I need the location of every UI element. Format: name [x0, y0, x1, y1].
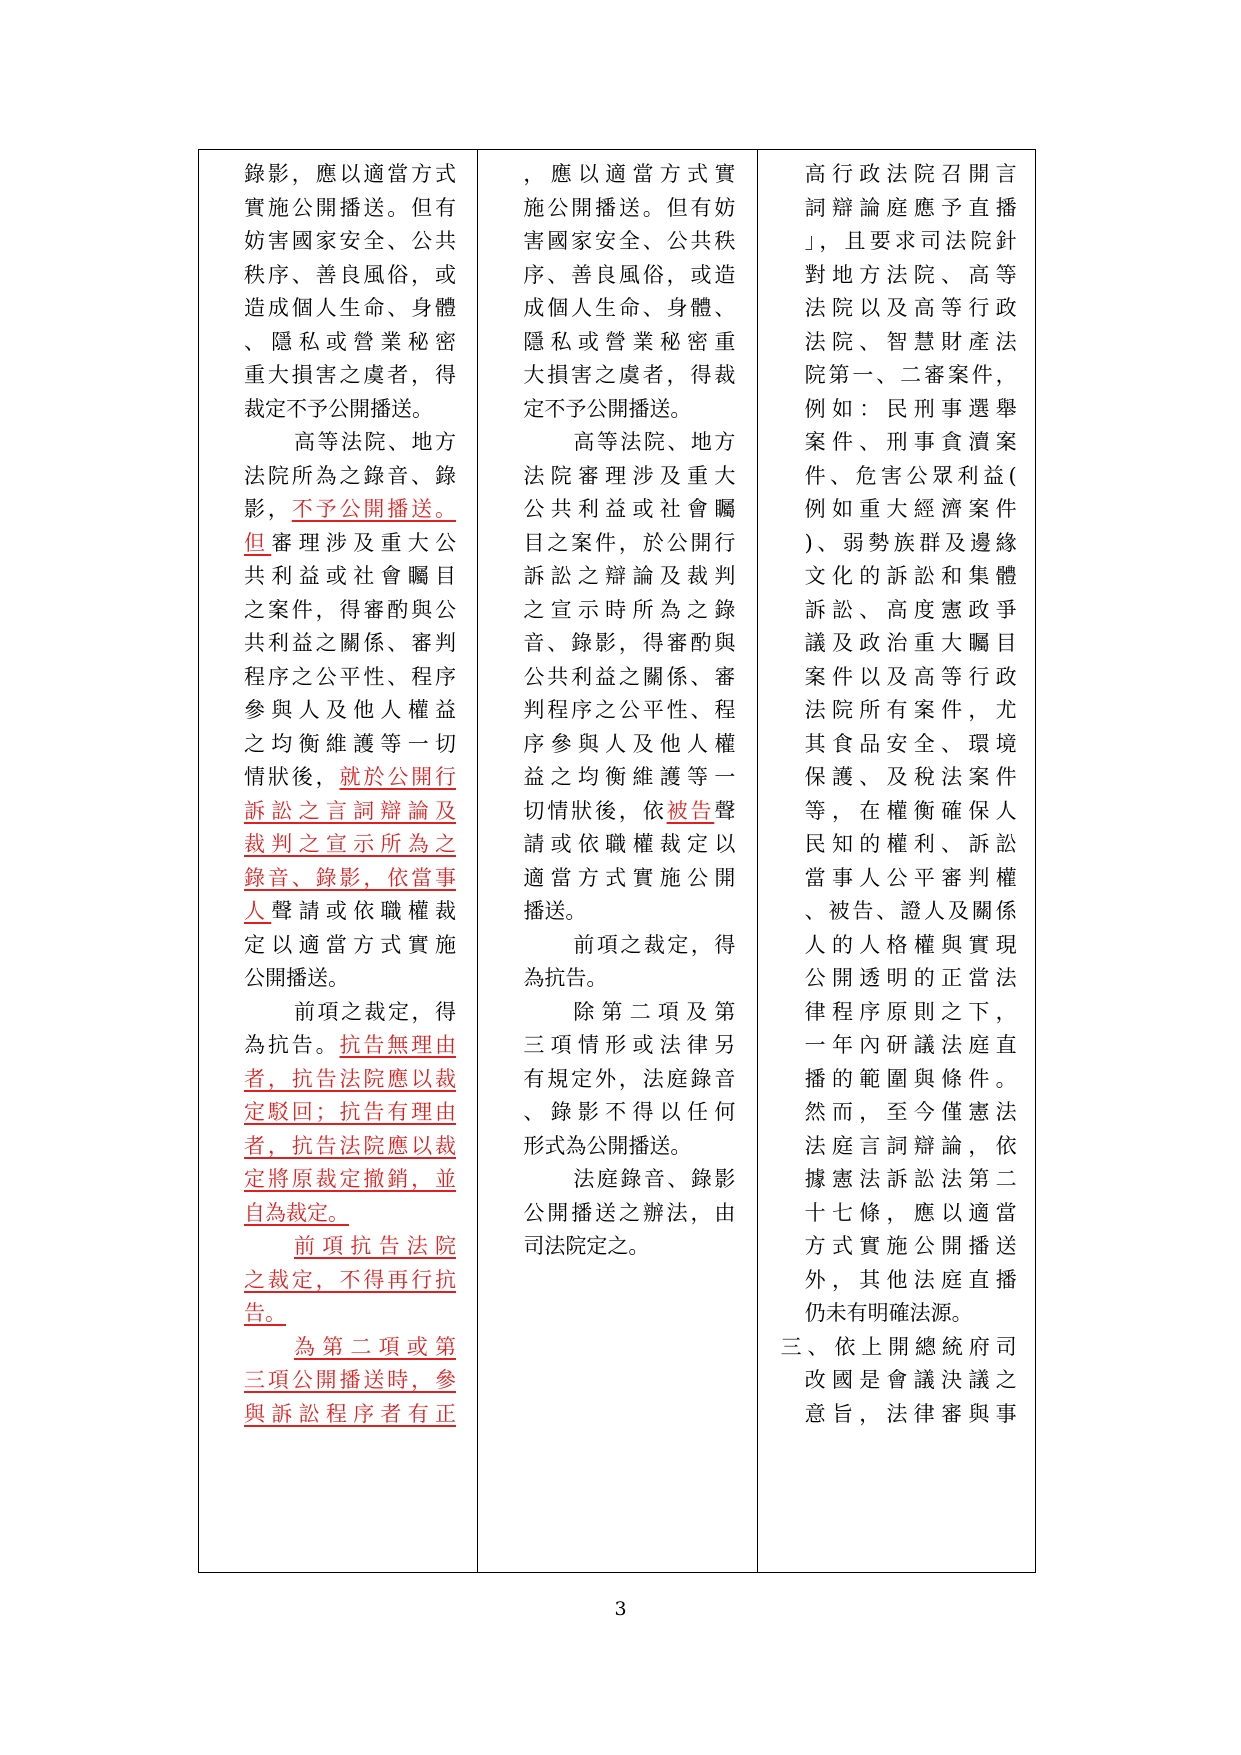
line-text: 例如：民刑事選舉	[804, 396, 1017, 421]
line-text: 錄影，應以適當方式	[244, 162, 456, 186]
line-text: 當事人公平審判權	[804, 865, 1017, 890]
text-line	[805, 965, 1017, 991]
amendment-text: 但	[244, 530, 272, 555]
line-text: 、被告、證人及關係	[804, 899, 1017, 923]
text-line	[805, 463, 1017, 489]
text-line	[805, 1066, 1017, 1092]
line-text: 定不予公開播送。	[523, 396, 692, 421]
text-line	[523, 161, 735, 187]
amendment-text: 訴訟之言詞辯論及	[244, 798, 456, 823]
line-text: 隱私或營業秘密重	[523, 329, 736, 354]
line-text: 播的範圍與條件。	[804, 1066, 1017, 1091]
text-line	[523, 798, 735, 824]
line-text: 、錄影不得以任何	[523, 1100, 736, 1124]
text-line	[805, 1166, 1017, 1192]
line-text: 有規定外，法庭錄音	[523, 1066, 736, 1091]
text-line	[805, 329, 1017, 355]
line-text: 聲請或依職權裁	[271, 899, 457, 923]
text-line	[523, 429, 735, 455]
text-line	[805, 1367, 1017, 1393]
line-text: 其食品安全、環境	[804, 731, 1017, 756]
line-text: 公開播送。	[244, 966, 349, 990]
line-text: 人的人格權與實現	[804, 932, 1017, 957]
line-text: 切情狀後，依	[523, 798, 667, 823]
line-text: 判程序之公平性、程	[523, 698, 736, 722]
line-text: 案件以及高等行政	[804, 664, 1017, 689]
text-line	[244, 496, 456, 522]
line-text: 前項之裁定，得	[294, 999, 456, 1024]
line-text: 司法院定之。	[523, 1234, 650, 1258]
line-text: 害國家安全、公共秩	[523, 229, 736, 253]
text-line	[244, 329, 456, 355]
text-line	[805, 865, 1017, 891]
text-line	[523, 865, 735, 891]
amendment-text: 不予公開播送。	[291, 497, 456, 521]
line-text: 法院所有案件，尤	[804, 698, 1017, 722]
text-line	[805, 764, 1017, 790]
line-text: 共利益或社會矚目	[244, 564, 456, 588]
text-line	[523, 530, 735, 556]
text-line	[805, 1401, 1017, 1427]
text-line	[244, 396, 456, 422]
text-line	[523, 932, 735, 958]
text-line	[805, 396, 1017, 422]
line-text: 音、錄影，得審酌與	[523, 631, 736, 655]
line-text: 訴訟之辯論及裁判	[523, 564, 736, 588]
page-number: 3	[614, 1598, 627, 1620]
text-line	[244, 1267, 456, 1293]
text-line	[523, 1133, 735, 1159]
text-line	[244, 1066, 456, 1092]
line-text: 訴訟、高度憲政爭	[804, 597, 1017, 622]
text-line	[523, 764, 735, 790]
line-text: 高等法院、地方	[573, 430, 736, 454]
line-text: 序參與人及他人權	[523, 731, 736, 756]
text-line	[805, 731, 1017, 757]
text-line	[523, 1166, 735, 1192]
text-line	[805, 530, 1017, 556]
text-line	[244, 965, 456, 991]
line-text: 公共利益之關係、審	[523, 664, 736, 689]
line-text: 共利益之關係、審判	[244, 631, 456, 655]
line-text: 審理涉及重大公	[271, 530, 457, 555]
line-text: 目之案件，於公開行	[523, 530, 736, 555]
amendment-text: 裁判之宣示所為之	[244, 832, 456, 856]
line-text: 實施公開播送。但有	[244, 195, 456, 220]
text-line	[805, 1233, 1017, 1259]
text-line	[244, 1166, 456, 1192]
text-line	[805, 798, 1017, 824]
text-line	[244, 530, 456, 556]
text-line	[805, 831, 1017, 857]
text-line	[244, 865, 456, 891]
line-text: 改國是會議決議之	[804, 1368, 1017, 1392]
line-text: 重大損害之虞者，得	[244, 363, 456, 387]
column-explanation	[758, 150, 1035, 1572]
text-line	[523, 463, 735, 489]
line-text: 三項情形或法律另	[523, 1033, 736, 1057]
amendment-text: 者，抗告法院應以裁	[244, 1066, 456, 1091]
text-line	[244, 262, 456, 288]
text-line	[805, 228, 1017, 254]
text-line	[523, 1200, 735, 1226]
line-text: 影，	[244, 497, 292, 521]
line-text: 保護、及稅法案件	[804, 765, 1017, 789]
column-amended-text	[199, 150, 478, 1572]
text-line	[523, 329, 735, 355]
text-line	[244, 999, 456, 1025]
amendment-text: 定將原裁定撤銷，並	[244, 1167, 456, 1191]
line-text: 例如重大經濟案件	[804, 497, 1017, 521]
text-line	[805, 295, 1017, 321]
text-line	[523, 496, 735, 522]
text-line	[523, 1233, 735, 1259]
line-text: 、隱私或營業秘密	[244, 329, 456, 354]
line-text: 高等法院、地方	[294, 430, 456, 454]
line-text: 法庭錄音、錄影	[573, 1167, 736, 1191]
line-text: 之宣示時所為之錄	[523, 597, 736, 622]
text-line	[244, 563, 456, 589]
amendment-text: 三項公開播送時，參	[244, 1368, 456, 1392]
text-line	[523, 362, 735, 388]
line-text: 對地方法院、高等	[804, 262, 1017, 287]
text-line	[805, 999, 1017, 1025]
text-line	[244, 898, 456, 924]
text-line	[523, 1032, 735, 1058]
line-text: 序、善良風俗，或造	[523, 262, 736, 287]
text-line	[244, 161, 456, 187]
text-line	[805, 195, 1017, 221]
text-line	[523, 831, 735, 857]
line-text: 議及政治重大矚目	[804, 631, 1017, 655]
text-line	[805, 1133, 1017, 1159]
text-line	[523, 1099, 735, 1125]
line-text: 程序之公平性、程序	[244, 664, 456, 689]
text-line	[244, 1334, 456, 1360]
text-line	[523, 597, 735, 623]
text-line	[781, 1334, 1017, 1360]
line-text: 定以適當方式實施	[244, 932, 456, 957]
text-line	[805, 597, 1017, 623]
line-text: 妨害國家安全、公共	[244, 229, 456, 253]
line-text: 前項之裁定，得	[573, 932, 736, 957]
line-text: 法庭言詞辯論，依	[804, 1133, 1017, 1158]
text-line	[244, 1233, 456, 1259]
line-text: 案件、刑事貪瀆案	[804, 430, 1017, 454]
line-text: 意旨，法律審與事	[804, 1401, 1017, 1426]
text-line	[805, 161, 1017, 187]
text-line	[805, 630, 1017, 656]
amendment-text: 告。	[244, 1301, 286, 1325]
line-text: 詞辯論庭應予直播	[804, 195, 1017, 220]
line-text: 法院以及高等行政	[804, 296, 1017, 320]
text-line	[523, 999, 735, 1025]
line-text: 仍未有明確法源。	[804, 1301, 973, 1325]
text-line	[523, 195, 735, 221]
text-line	[805, 1300, 1017, 1326]
line-text: 文化的訴訟和集體	[804, 564, 1017, 588]
text-line	[244, 1401, 456, 1427]
text-line	[244, 1032, 456, 1058]
text-line	[244, 228, 456, 254]
line-text: 十七條，應以適當	[804, 1200, 1017, 1225]
line-text: 公開播送之辦法，由	[523, 1200, 736, 1225]
amendment-text: 前項抗告法院	[294, 1234, 456, 1258]
text-line	[244, 697, 456, 723]
line-text: 之案件，得審酌與公	[244, 597, 456, 622]
line-text: 請或依職權裁定以	[523, 832, 736, 856]
line-text: 參與人及他人權益	[244, 698, 456, 722]
text-line	[523, 295, 735, 321]
amendment-text: 為第二項或第	[294, 1334, 456, 1359]
text-line	[523, 396, 735, 422]
text-line	[244, 429, 456, 455]
column-current-text	[478, 150, 757, 1572]
text-line	[523, 731, 735, 757]
text-line	[805, 563, 1017, 589]
amendment-text: 與訴訟程序者有正	[244, 1401, 456, 1426]
line-text: 等，在權衡確保人	[804, 798, 1017, 823]
line-text: 益之均衡維護等一	[523, 765, 736, 789]
line-text: 一年內研議法庭直	[804, 1033, 1017, 1057]
text-line	[805, 664, 1017, 690]
text-line	[805, 496, 1017, 522]
text-line	[523, 228, 735, 254]
line-text: 施公開播送。但有妨	[523, 195, 736, 220]
text-line	[805, 1099, 1017, 1125]
text-line	[523, 697, 735, 723]
line-text: 法院、智慧財產法	[804, 329, 1017, 354]
text-line	[523, 630, 735, 656]
text-line	[805, 932, 1017, 958]
line-text: 情狀後，	[244, 765, 340, 789]
text-line	[805, 1267, 1017, 1293]
amendment-text: 人	[244, 899, 272, 923]
line-text: 為抗告。	[523, 966, 608, 990]
text-line	[523, 1066, 735, 1092]
text-line	[244, 1099, 456, 1125]
line-text: 裁定不予公開播送。	[244, 396, 433, 421]
line-text: 除第二項及第	[573, 999, 736, 1024]
text-line	[244, 1200, 456, 1226]
text-line	[523, 664, 735, 690]
line-text: 民知的權利、訴訟	[804, 832, 1017, 856]
line-text: ，應以適當方式實	[523, 162, 736, 186]
line-text: 然而，至今僅憲法	[804, 1100, 1017, 1124]
text-line	[244, 463, 456, 489]
text-line	[244, 295, 456, 321]
amendment-text: 抗告無理由	[339, 1033, 456, 1057]
text-line	[805, 1200, 1017, 1226]
text-line	[805, 262, 1017, 288]
line-text: 適當方式實施公開	[523, 865, 736, 890]
line-text: 方式實施公開播送	[804, 1234, 1017, 1258]
amendment-text: 者，抗告法院應以裁	[244, 1133, 456, 1158]
line-text: 公開透明的正當法	[804, 966, 1017, 990]
line-text: 形式為公開播送。	[523, 1133, 692, 1158]
line-text: 據憲法訴訟法第二	[804, 1167, 1017, 1191]
text-line	[244, 764, 456, 790]
line-text: 為抗告。	[244, 1033, 340, 1057]
amendment-text: 定駁回；抗告有理由	[244, 1100, 456, 1124]
line-text: 院第一、二審案件，	[804, 363, 1017, 387]
line-text: 之均衡維護等一切	[244, 731, 456, 756]
line-text: 外，其他法庭直播	[804, 1267, 1017, 1292]
line-text: 高行政法院召開言	[804, 162, 1017, 186]
line-text: 法院所為之錄音、錄	[244, 463, 456, 488]
text-line	[244, 1300, 456, 1326]
line-text: )、弱勢族群及邊緣	[804, 530, 1017, 555]
text-line	[805, 1032, 1017, 1058]
line-text: 」，且要求司法院針	[804, 229, 1017, 253]
text-line	[244, 630, 456, 656]
line-text: 法院審理涉及重大	[523, 463, 736, 488]
text-line	[244, 731, 456, 757]
line-text: 律程序原則之下，	[804, 999, 1017, 1024]
text-line	[805, 898, 1017, 924]
text-line	[805, 429, 1017, 455]
amendment-text: 就於公開行	[339, 765, 456, 789]
text-line	[244, 362, 456, 388]
text-line	[244, 932, 456, 958]
text-line	[244, 195, 456, 221]
line-text: 公共利益或社會矚	[523, 497, 736, 521]
text-line	[523, 965, 735, 991]
amendment-text: 之裁定，不得再行抗	[244, 1267, 456, 1292]
amendment-text: 錄音、錄影，依當事	[244, 865, 456, 890]
line-text: 成個人生命、身體、	[523, 296, 736, 320]
text-line	[805, 362, 1017, 388]
text-line	[244, 664, 456, 690]
line-text: 造成個人生命、身體	[244, 296, 456, 320]
line-text: 播送。	[523, 899, 587, 923]
amendment-text: 被告	[666, 798, 715, 823]
text-line	[244, 831, 456, 857]
line-text: 秩序、善良風俗，或	[244, 262, 456, 287]
text-line	[244, 1133, 456, 1159]
line-text: 件、危害公眾利益(	[804, 463, 1017, 488]
text-line	[244, 798, 456, 824]
line-text: 三、依上開總統府司	[780, 1334, 1017, 1359]
line-text: 聲	[714, 798, 736, 823]
text-line	[523, 563, 735, 589]
text-line	[805, 697, 1017, 723]
comparison-table	[198, 149, 1036, 1573]
text-line	[523, 262, 735, 288]
text-line	[244, 597, 456, 623]
text-line	[244, 1367, 456, 1393]
amendment-text: 自為裁定。	[244, 1200, 349, 1225]
text-line	[523, 898, 735, 924]
line-text: 大損害之虞者，得裁	[523, 363, 736, 387]
